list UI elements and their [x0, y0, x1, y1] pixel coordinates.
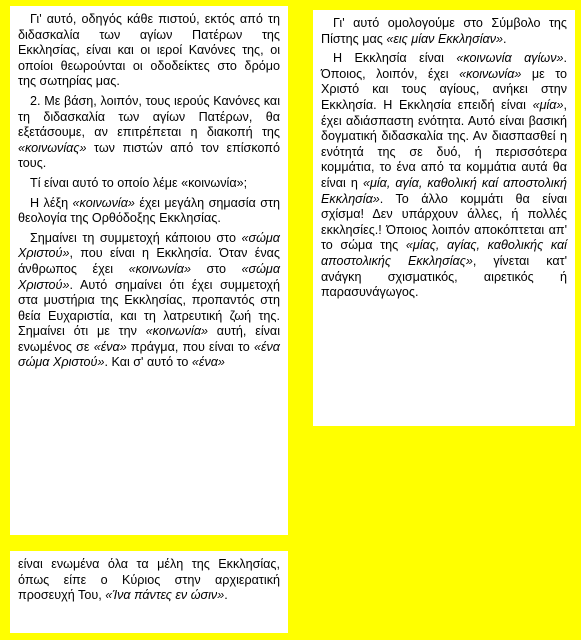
- text-run: είναι ενωμένα όλα τα μέλη της Εκκλησίας, όπως είπε ο Κύριος στην αρχιερατική προσευχή Του,: [18, 557, 280, 603]
- italic-quote: «κοινωνία»: [459, 66, 522, 81]
- paragraph: [18, 176, 280, 192]
- text-run: αυτή, είναι ενωμένος σε: [18, 324, 280, 354]
- text-run: Γι' αυτό, οδηγός κάθε πιστού, εκτός από τη διδασκαλία των αγίων Πατέρων της Εκκλησίας, είναι και οι ιεροί Κανόνες της, οι οποίοι θεωρούνται οι οδοδείκτες στο δρόμο της σωτηρίας μας.: [18, 12, 280, 89]
- italic-quote: «Ίνα πάντες εν ώσιν»: [105, 588, 225, 603]
- text-run: Γι' αυτό ομολογούμε στο Σύμβολο της Πίστης μας: [321, 16, 567, 46]
- text-run: , έχει αδιάσπαστη ενότητα. Αυτό είναι βασική δογματική διδασκαλία της. Αν διασπασθεί η ενότητά της σε δυό, ή περισσότερα κομμάτια, το ένα από τα κομμάτια αυτά θα είναι η: [321, 97, 567, 190]
- paragraph: [18, 94, 280, 172]
- text-run: . Αυτό σημαίνει ότι έχει συμμετοχή στα μυστήρια της Εκκλησίας, προπαντός στη θεία Ευχαριστία, και τη λατρευτική ζωή της. Σημαίνει ότι με την: [18, 277, 280, 339]
- italic-quote: «ένα»: [93, 339, 127, 354]
- italic-quote: «κοινωνία αγίων»: [456, 51, 564, 66]
- italic-quote: «κοινωνίας»: [18, 140, 87, 155]
- text-run: πράγμα, που είναι το: [126, 339, 254, 354]
- italic-quote: «μίας, αγίας, καθολικής καί αποστολικής Εκκλησίας»: [321, 238, 567, 268]
- text-run: Η λέξη: [30, 195, 73, 210]
- italic-quote: «ένα»: [191, 355, 225, 370]
- paragraph: [18, 12, 280, 90]
- text-run: , γίνεται κατ' ανάγκη σχισματικός, αιρετικός ή παρασυνάγωγος.: [321, 253, 567, 300]
- text-run: . Όποιος, λοιπόν, έχει: [321, 51, 567, 81]
- text-run: , που είναι η Εκκλησία. Όταν ένας άνθρωπος έχει: [18, 246, 280, 276]
- italic-quote: «εις μίαν Εκκλησίαν»: [386, 31, 504, 46]
- text-run: .: [503, 31, 507, 46]
- text-run: Η Εκκλησία είναι: [333, 51, 457, 66]
- article-column-left: [10, 6, 288, 535]
- text-run: με το Χριστό και τους αγίους, ανήκει στην Εκκλησία. Η Εκκλησία επειδή είναι: [321, 66, 568, 112]
- text-run: των πιστών από τον επίσκοπό τους.: [18, 140, 280, 171]
- text-run: . Και σ' αυτό το: [104, 355, 192, 370]
- paragraph: [321, 16, 567, 47]
- italic-quote: «ένα σώμα Χριστού»: [18, 339, 280, 370]
- paragraph: [18, 231, 280, 371]
- article-continuation-bottom: [10, 551, 288, 633]
- paragraph: [18, 196, 280, 227]
- italic-quote: «κοινωνία»: [72, 195, 135, 210]
- article-column-right: [313, 10, 575, 426]
- text-run: 2. Με βάση, λοιπόν, τους ιερούς Κανόνες και τη διδασκαλία των αγίων Πατέρων, θα εξετάσουμε, αν επιτρέπεται η διακοπή της: [18, 93, 280, 140]
- paragraph: [18, 557, 280, 604]
- italic-quote: «κοινωνία»: [145, 324, 209, 339]
- text-run: έχει μεγάλη σημασία στη θεολογία της Ορθόδοξης Εκκλησίας.: [18, 195, 280, 226]
- text-run: .: [224, 588, 228, 603]
- text-run: . Το άλλο κομμάτι θα είναι σχίσμα! Δεν υπάρχουν άλλες, ή πολλές εκκλησίες.! Όποιος λοιπόν αποκόπτεται απ' το σώμα της: [321, 191, 567, 253]
- italic-quote: «κοινωνία»: [128, 261, 191, 276]
- italic-quote: «μία»: [532, 97, 564, 112]
- italic-quote: «σώμα Χριστού»: [18, 261, 281, 292]
- text-run: στο: [190, 261, 242, 276]
- italic-quote: «μία, αγία, καθολική καί αποστολική Εκκλησία»: [321, 175, 567, 206]
- italic-quote: «σώμα Χριστού»: [18, 230, 280, 261]
- text-run: Τί είναι αυτό το οποίο λέμε «κοινωνία»;: [30, 175, 248, 190]
- text-run: Σημαίνει τη συμμετοχή κάποιου στο: [30, 230, 242, 245]
- paragraph: [321, 51, 567, 301]
